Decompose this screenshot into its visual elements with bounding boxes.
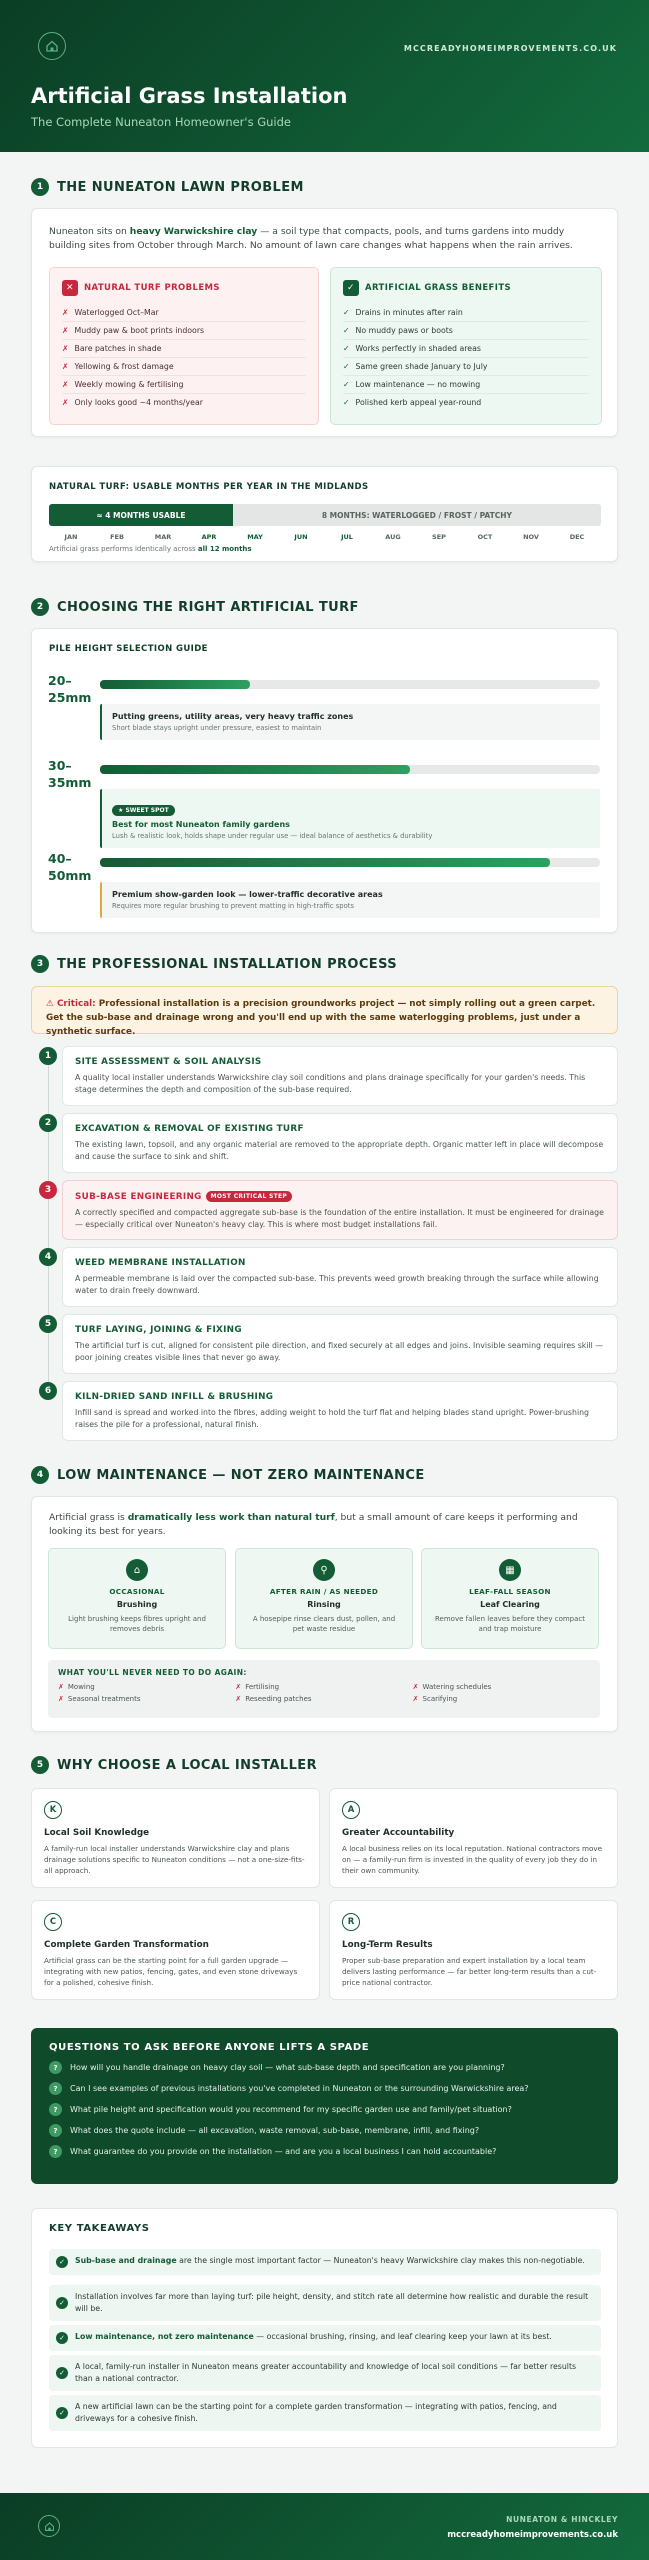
cross-icon: ✗ bbox=[235, 1683, 242, 1691]
never-item bbox=[235, 1695, 412, 1703]
never-item bbox=[413, 1695, 590, 1703]
problem-item bbox=[62, 394, 306, 411]
why-letter-badge: R bbox=[342, 1913, 360, 1931]
pile-description: Short blade stays upright under pressure, easiest to maintain bbox=[112, 724, 322, 732]
key-takeaways bbox=[31, 2208, 618, 2448]
why-letter-badge: C bbox=[44, 1913, 62, 1931]
check-icon: ✓ bbox=[343, 326, 350, 335]
cross-icon: ✗ bbox=[62, 362, 69, 371]
step-description: Infill sand is spread and worked into the fibres, adding weight to hold the turf flat and helping blades stand upright. Power-brushing raises the pile for a professional, natural finish. bbox=[75, 1408, 589, 1429]
pile-bar-fill bbox=[100, 680, 250, 689]
cross-icon: ✕ bbox=[62, 280, 78, 296]
task-description: A hosepipe rinse clears dust, pollen, and pet waste residue bbox=[252, 1615, 396, 1633]
step-title-text: TURF LAYING, JOINING & FIXING bbox=[75, 1325, 242, 1335]
step-title bbox=[75, 1325, 605, 1335]
question-number: ? bbox=[49, 2124, 62, 2137]
problem-item bbox=[62, 376, 306, 394]
task-description: Light brushing keeps fibres upright and removes debris bbox=[68, 1615, 206, 1633]
pile-bar-fill bbox=[100, 858, 550, 867]
benefit-item bbox=[343, 394, 589, 411]
question-number: ? bbox=[49, 2061, 62, 2074]
never-again-panel bbox=[48, 1660, 600, 1718]
month-label: JUL bbox=[341, 533, 353, 541]
natural-turf-problems bbox=[49, 267, 319, 425]
step-number: 2 bbox=[39, 1114, 57, 1132]
takeaway-bold: Sub-base and drainage bbox=[75, 2256, 177, 2265]
problem-text: Yellowing & frost damage bbox=[74, 362, 174, 371]
question-text: How will you handle drainage on heavy clay soil — what sub-base depth and specification are you planning? bbox=[70, 2063, 505, 2072]
section-number: 1 bbox=[31, 178, 49, 196]
pile-note bbox=[100, 704, 600, 740]
pin-icon: ⚲ bbox=[313, 1559, 335, 1581]
cross-icon: ✗ bbox=[58, 1683, 64, 1691]
artificial-grass-benefits bbox=[330, 267, 602, 425]
never-item bbox=[413, 1683, 590, 1691]
lawn-problem-intro: Nuneaton sits on heavy Warwickshire clay — a soil type that compacts, pools, and turns gardens into muddy building sites from October through March. No amount of lawn care changes what happens when the rain arrives. bbox=[49, 226, 573, 251]
step-number: 5 bbox=[39, 1315, 57, 1333]
cross-icon: ✗ bbox=[412, 1695, 419, 1703]
cross-icon: ✗ bbox=[62, 398, 69, 407]
question-text: What pile height and specification would you recommend for my specific garden use and family/pet situation? bbox=[70, 2105, 512, 2114]
problem-text: Weekly mowing & fertilising bbox=[74, 380, 184, 389]
why-card bbox=[329, 1788, 618, 1888]
section-title: THE NUNEATON LAWN PROBLEM bbox=[57, 179, 304, 195]
step-title-text: WEED MEMBRANE INSTALLATION bbox=[75, 1258, 246, 1268]
step-description: A permeable membrane is laid over the compacted sub-base. This prevents weed growth breaking through the surface while allowing water to drain freely downward. bbox=[75, 1274, 599, 1295]
why-card bbox=[31, 1788, 320, 1888]
usable-months-title: NATURAL TURF: USABLE MONTHS PER YEAR IN THE MIDLANDS bbox=[49, 482, 369, 492]
task-description: Remove fallen leaves before they compact and trap moisture bbox=[435, 1615, 585, 1633]
maintenance-task bbox=[235, 1548, 413, 1649]
check-icon: ✓ bbox=[343, 362, 350, 371]
step-card bbox=[62, 1381, 618, 1441]
step-title bbox=[75, 1258, 605, 1268]
pile-note bbox=[100, 789, 600, 848]
timeline-line bbox=[48, 1056, 49, 1391]
page-title: Artificial Grass Installation bbox=[31, 84, 348, 108]
maintenance-intro: Artificial grass is dramatically less work than natural turf, but a small amount of care keeps it performing and looking its best for years. bbox=[49, 1512, 578, 1537]
section-title: THE PROFESSIONAL INSTALLATION PROCESS bbox=[57, 956, 398, 972]
section-number: 4 bbox=[31, 1466, 49, 1484]
section-2-heading bbox=[31, 598, 359, 616]
step-title bbox=[75, 1124, 605, 1134]
benefit-item bbox=[343, 358, 589, 376]
problem-item bbox=[62, 340, 306, 358]
why-description: Proper sub-base preparation and expert installation by a local team delivers lasting performance — far better long-term results than a cut-price national contractor. bbox=[342, 1956, 597, 1987]
task-name: Leaf Clearing bbox=[480, 1600, 540, 1609]
step-title-text: EXCAVATION & REMOVAL OF EXISTING TURF bbox=[75, 1124, 304, 1134]
sweet-spot-badge: ★ SWEET SPOT bbox=[112, 805, 175, 816]
never-item-text: Fertilising bbox=[245, 1683, 280, 1691]
pile-row bbox=[48, 757, 600, 840]
step-description: A quality local installer understands Warwickshire clay soil conditions and plans drainage specifically for your garden's needs. This stage determines the depth and composition of the sub-base required. bbox=[75, 1073, 586, 1094]
step-description: The existing lawn, topsoil, and any organic material are removed to the appropriate depth. Organic matter left in place will decompose and cause the surface to sink and shift. bbox=[75, 1140, 604, 1161]
check-icon: ✓ bbox=[343, 280, 359, 296]
never-item-text: Seasonal treatments bbox=[67, 1695, 141, 1703]
problems-title: NATURAL TURF PROBLEMS bbox=[84, 283, 220, 293]
never-item bbox=[235, 1683, 412, 1691]
step-number: 4 bbox=[39, 1248, 57, 1266]
takeaway-text: — occasional brushing, rinsing, and leaf clearing keep your lawn at its best. bbox=[253, 2332, 552, 2341]
step-card bbox=[62, 1113, 618, 1173]
step-number: 3 bbox=[39, 1181, 57, 1199]
benefits-title: ARTIFICIAL GRASS BENEFITS bbox=[365, 283, 512, 293]
problem-item bbox=[62, 322, 306, 340]
step-title bbox=[75, 1191, 605, 1202]
benefit-text: Polished kerb appeal year-round bbox=[355, 398, 482, 407]
cross-icon: ✗ bbox=[62, 380, 69, 389]
step-description: The artificial turf is cut, aligned for consistent pile direction, and fixed securely at all edges and joins. Invisible seaming requires skill — poor joining creates visible lines that never go away. bbox=[75, 1341, 604, 1362]
benefit-text: No muddy paws or boots bbox=[355, 326, 453, 335]
step-number: 1 bbox=[39, 1047, 57, 1065]
cross-icon: ✗ bbox=[58, 1695, 64, 1703]
takeaway-item bbox=[49, 2249, 601, 2275]
problems-list bbox=[62, 304, 306, 411]
site-url[interactable]: MCCREADYHOMEIMPROVEMENTS.CO.UK bbox=[403, 44, 617, 53]
month-label: NOV bbox=[523, 533, 539, 541]
takeaway-text: A local, family-run installer in Nuneaton means greater accountability and knowledge of local soil conditions — far better results than a national contractor. bbox=[75, 2362, 577, 2383]
problem-item bbox=[62, 304, 306, 322]
section-title: CHOOSING THE RIGHT ARTIFICIAL TURF bbox=[57, 599, 359, 615]
question-number: ? bbox=[49, 2103, 62, 2116]
pile-height-label: 40–50mm bbox=[48, 851, 92, 883]
step-card bbox=[62, 1314, 618, 1374]
why-card bbox=[329, 1900, 618, 2000]
task-frequency: LEAF-FALL SEASON bbox=[469, 1587, 551, 1596]
takeaway-item bbox=[49, 2395, 601, 2431]
task-frequency: OCCASIONAL bbox=[109, 1587, 165, 1596]
benefits-list bbox=[343, 304, 589, 411]
step-title-text: SITE ASSESSMENT & SOIL ANALYSIS bbox=[75, 1057, 262, 1067]
check-icon: ✓ bbox=[56, 2297, 68, 2309]
problem-text: Only looks good ~4 months/year bbox=[74, 398, 203, 407]
house-logo-icon bbox=[38, 32, 66, 60]
pile-guide-title: PILE HEIGHT SELECTION GUIDE bbox=[49, 644, 208, 654]
why-title: Complete Garden Transformation bbox=[44, 1940, 209, 1950]
questions-panel bbox=[31, 2028, 618, 2184]
benefit-item bbox=[343, 340, 589, 358]
pile-heading: Putting greens, utility areas, very heavy traffic zones bbox=[112, 712, 354, 721]
footer-area: NUNEATON & HINCKLEY bbox=[506, 2515, 618, 2524]
pile-height-label: 20–25mm bbox=[48, 673, 92, 705]
why-description: A family-run local installer understands Warwickshire clay and plans drainage solutions specific to Nuneaton conditions — not a one-size-fits-all approach. bbox=[44, 1844, 305, 1875]
calendar-icon: ▦ bbox=[499, 1559, 521, 1581]
question-number: ? bbox=[49, 2082, 62, 2095]
month-label: JAN bbox=[64, 533, 78, 541]
maintenance-task bbox=[421, 1548, 599, 1649]
footer-site-link[interactable]: mccreadyhomeimprovements.co.uk bbox=[447, 2530, 618, 2540]
why-letter-badge: K bbox=[44, 1801, 62, 1819]
step-card bbox=[62, 1180, 618, 1240]
section-4-heading bbox=[31, 1466, 425, 1484]
why-description: Artificial grass can be the starting point for a full garden upgrade — integrating with new patios, fencing, gates, and even stone driveways for a polished, cohesive finish. bbox=[44, 1956, 298, 1987]
lawn-problem-card bbox=[31, 208, 618, 437]
month-label: MAY bbox=[247, 533, 263, 541]
takeaway-bold: Low maintenance, not zero maintenance bbox=[75, 2332, 254, 2341]
cross-icon: ✗ bbox=[62, 326, 69, 335]
cross-icon: ✗ bbox=[412, 1683, 419, 1691]
why-title: Greater Accountability bbox=[342, 1828, 455, 1838]
problem-text: Bare patches in shade bbox=[74, 344, 162, 353]
question-text: Can I see examples of previous installations you've completed in Nuneaton or the surrounding Warwickshire area? bbox=[70, 2084, 529, 2093]
never-item-text: Scarifying bbox=[422, 1695, 458, 1703]
month-label: JUN bbox=[294, 533, 308, 541]
section-title: LOW MAINTENANCE — NOT ZERO MAINTENANCE bbox=[57, 1467, 425, 1483]
critical-step-badge: MOST CRITICAL STEP bbox=[206, 1191, 292, 1202]
why-letter-badge: A bbox=[342, 1801, 360, 1819]
takeaway-item bbox=[49, 2355, 601, 2391]
step-description: A correctly specified and compacted aggregate sub-base is the foundation of the entire installation. It must be engineered for drainage — especially critical over Nuneaton's heavy clay. This is where most budget installations fail. bbox=[75, 1208, 604, 1229]
never-title: WHAT YOU'LL NEVER NEED TO DO AGAIN: bbox=[58, 1668, 247, 1677]
maintenance-task bbox=[48, 1548, 226, 1649]
check-icon: ✓ bbox=[56, 2256, 68, 2268]
never-item-text: Reseeding patches bbox=[245, 1695, 312, 1703]
pile-height-label: 30–35mm bbox=[48, 758, 92, 790]
pile-bar-fill bbox=[100, 765, 410, 774]
check-icon: ✓ bbox=[56, 2332, 68, 2344]
hero-header bbox=[0, 0, 649, 152]
why-card bbox=[31, 1900, 320, 2000]
benefit-item bbox=[343, 304, 589, 322]
benefit-text: Works perfectly in shaded areas bbox=[355, 344, 481, 353]
benefit-text: Low maintenance — no mowing bbox=[355, 380, 481, 389]
month-label: OCT bbox=[477, 533, 493, 541]
question-item bbox=[49, 2061, 600, 2074]
check-icon: ✓ bbox=[343, 308, 350, 317]
benefit-item bbox=[343, 376, 589, 394]
months-note: Artificial grass performs identically across all 12 months bbox=[49, 545, 252, 553]
problem-text: Waterlogged Oct–Mar bbox=[74, 308, 159, 317]
home-icon: ⌂ bbox=[126, 1559, 148, 1581]
why-title: Local Soil Knowledge bbox=[44, 1828, 150, 1838]
never-item-text: Mowing bbox=[67, 1683, 95, 1691]
benefit-item bbox=[343, 322, 589, 340]
step-card bbox=[62, 1247, 618, 1307]
takeaways-title: KEY TAKEAWAYS bbox=[49, 2223, 150, 2234]
pile-bar-track bbox=[100, 858, 600, 867]
page-subtitle: The Complete Nuneaton Homeowner's Guide bbox=[31, 115, 291, 129]
months-axis bbox=[48, 533, 600, 541]
critical-alert: ⚠ Critical: Professional installation is a precision groundworks project — not simply rolling out a green carpet. Get the sub-base and drainage wrong and you'll end up with the same waterlogging problems, just under a synthetic surface. bbox=[31, 986, 618, 1034]
takeaway-text: Installation involves far more than laying turf: pile height, density, and stitch rate all determine how realistic and durable the result will be. bbox=[75, 2292, 589, 2313]
section-number: 2 bbox=[31, 598, 49, 616]
step-title-text: KILN-DRIED SAND INFILL & BRUSHING bbox=[75, 1392, 274, 1402]
check-icon: ✓ bbox=[56, 2407, 68, 2419]
takeaway-item bbox=[49, 2285, 601, 2321]
step-title-text: SUB-BASE ENGINEERING bbox=[75, 1192, 202, 1202]
question-item bbox=[49, 2145, 600, 2158]
question-item bbox=[49, 2082, 600, 2095]
unusable-months-label: 8 MONTHS: WATERLOGGED / FROST / PATCHY bbox=[321, 510, 512, 520]
never-item-text: Watering schedules bbox=[422, 1683, 492, 1691]
check-icon: ✓ bbox=[343, 344, 350, 353]
question-number: ? bbox=[49, 2145, 62, 2158]
section-title: WHY CHOOSE A LOCAL INSTALLER bbox=[57, 1757, 317, 1773]
benefit-text: Drains in minutes after rain bbox=[355, 308, 463, 317]
task-name: Brushing bbox=[116, 1600, 158, 1609]
cross-icon: ✗ bbox=[62, 344, 69, 353]
why-title: Long-Term Results bbox=[342, 1940, 433, 1950]
question-text: What guarantee do you provide on the installation — and are you a local business I can hold accountable? bbox=[70, 2147, 497, 2156]
question-text: What does the quote include — all excavation, waste removal, sub-base, membrane, infill, and fixing? bbox=[70, 2126, 480, 2135]
cross-icon: ✗ bbox=[235, 1695, 242, 1703]
section-3-heading bbox=[31, 955, 397, 973]
step-number: 6 bbox=[39, 1382, 57, 1400]
pile-description: Requires more regular brushing to prevent matting in high-traffic spots bbox=[112, 902, 354, 910]
month-label: SEP bbox=[432, 533, 446, 541]
month-label: APR bbox=[201, 533, 217, 541]
pile-description: Lush & realistic look, holds shape under regular use — ideal balance of aesthetics & durability bbox=[112, 832, 433, 840]
never-item bbox=[58, 1695, 235, 1703]
pile-heading: Premium show-garden look — lower-traffic decorative areas bbox=[112, 890, 383, 899]
benefit-text: Same green shade January to July bbox=[355, 362, 488, 371]
month-label: MAR bbox=[154, 533, 172, 541]
why-description: A local business relies on its local reputation. National contractors move on — a family-run firm is invested in the quality of every job they do in their own community. bbox=[342, 1844, 603, 1875]
section-number: 3 bbox=[31, 955, 49, 973]
questions-title: QUESTIONS TO ASK BEFORE ANYONE LIFTS A SPADE bbox=[49, 2042, 370, 2053]
pile-bar-track bbox=[100, 680, 600, 689]
pile-row bbox=[48, 850, 600, 930]
usable-months-bar bbox=[49, 504, 601, 526]
question-item bbox=[49, 2124, 600, 2137]
section-1-heading bbox=[31, 178, 304, 196]
footer bbox=[0, 2493, 649, 2560]
check-icon: ✓ bbox=[56, 2367, 68, 2379]
takeaway-item bbox=[49, 2325, 601, 2351]
pile-row bbox=[48, 672, 600, 752]
check-icon: ✓ bbox=[343, 380, 350, 389]
never-item bbox=[58, 1683, 235, 1691]
problem-text: Muddy paw & boot prints indoors bbox=[74, 326, 205, 335]
questions-list bbox=[49, 2061, 600, 2158]
usable-months-card bbox=[31, 466, 618, 562]
task-name: Rinsing bbox=[307, 1600, 341, 1609]
task-frequency: AFTER RAIN / AS NEEDED bbox=[269, 1587, 379, 1596]
month-label: FEB bbox=[110, 533, 124, 541]
takeaway-text: A new artificial lawn can be the starting point for a complete garden transformation — integrating with patios, fencing, and driveways for a cohesive finish. bbox=[75, 2402, 557, 2423]
problem-item bbox=[62, 358, 306, 376]
pile-bar-track bbox=[100, 765, 600, 774]
takeaway-text: are the single most important factor — Nuneaton's heavy Warwickshire clay makes this non-negotiable. bbox=[176, 2256, 585, 2265]
never-list bbox=[58, 1683, 590, 1703]
month-label: AUG bbox=[385, 533, 401, 541]
cross-icon: ✗ bbox=[62, 308, 69, 317]
step-title bbox=[75, 1057, 605, 1067]
section-number: 5 bbox=[31, 1756, 49, 1774]
month-label: DEC bbox=[569, 533, 585, 541]
pile-note bbox=[100, 882, 600, 918]
usable-months-fill: ≈ 4 MONTHS USABLE bbox=[49, 504, 233, 526]
question-item bbox=[49, 2103, 600, 2116]
pile-heading: Best for most Nuneaton family gardens bbox=[112, 820, 290, 829]
house-logo-icon bbox=[38, 2515, 60, 2537]
step-title bbox=[75, 1392, 605, 1402]
section-5-heading bbox=[31, 1756, 317, 1774]
check-icon: ✓ bbox=[343, 398, 350, 407]
step-card bbox=[62, 1046, 618, 1106]
